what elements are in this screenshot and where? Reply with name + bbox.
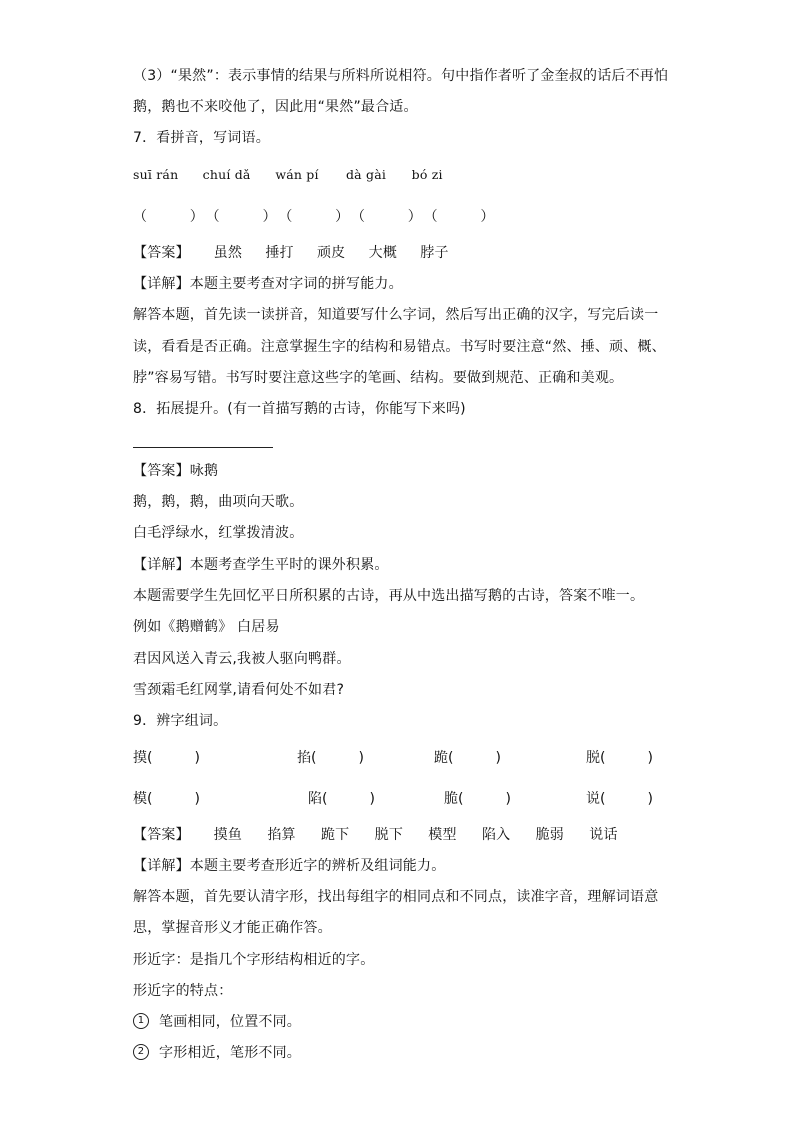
answer-word: 陷入: [481, 827, 511, 843]
paragraph-line: 鹅，鹅也不来咬他了，因此用“果然”最合适。: [133, 99, 418, 115]
question-9-title: 9．辨字组词。: [133, 713, 228, 729]
answer-label: 【答案】: [133, 245, 190, 261]
answer-word: 掐算: [267, 827, 296, 843]
pinyin-item: wán pí: [275, 167, 319, 182]
answer-blank: （ ）: [205, 209, 277, 225]
paragraph-line: （3）“果然”：表示事情的结果与所料所说相符。句中指作者听了金奎叔的话后不再怕: [133, 68, 669, 84]
answer-word: 说话: [589, 827, 618, 843]
answer-word: 捶打: [265, 245, 294, 261]
word-blank: 掐( ): [297, 750, 364, 766]
answer-blank: （ ）: [278, 209, 350, 225]
list-item: [133, 1043, 663, 1063]
circled-number-1: 1: [133, 1013, 149, 1029]
answer-blank: （ ）: [133, 209, 204, 225]
poem-line: 君因风送入青云,我被人驱向鸭群。: [133, 651, 351, 667]
paragraph-line: 读，看看是否正确。注意掌握生字的结构和易错点。书写时要注意“然、捶、顽、概、: [133, 339, 666, 355]
answer-word: 摸鱼: [213, 827, 243, 843]
example-line: 例如《鹅赠鹤》 白居易: [133, 619, 280, 635]
paragraph-line: 解答本题，首先要认清字形，找出每组字的相同点和不同点，读准字音，理解词语意: [133, 889, 659, 905]
answer-word: 虽然: [213, 245, 243, 261]
poem-line: 鹅，鹅，鹅，曲项向天歌。: [133, 494, 304, 510]
word-blank: 脱( ): [586, 750, 653, 766]
question-7-title: 7．看拼音，写词语。: [133, 130, 270, 146]
list-item: [133, 1012, 663, 1032]
pinyin-item: bó zi: [411, 167, 443, 182]
pinyin-item: suī rán: [133, 167, 179, 182]
answer-word: 大概: [368, 245, 398, 261]
answer-row: [133, 243, 663, 263]
word-blank: 模( ): [133, 791, 200, 807]
answer-word: 脆弱: [535, 827, 564, 843]
paragraph-line: 本题需要学生先回忆平日所积累的古诗，再从中选出描写鹅的古诗，答案不唯一。: [133, 588, 645, 604]
question-8-title: 8．拓展提升。(有一首描写鹅的古诗，你能写下来吗): [133, 401, 466, 417]
paragraph-line: 形近字的特点：: [133, 983, 233, 999]
paragraph-line: 脖”容易写错。书写时要注意这些字的笔画、结构。要做到规范、正确和美观。: [133, 370, 624, 386]
answer-blank: （ ）: [423, 209, 495, 225]
answer-word: 顽皮: [316, 245, 346, 261]
blank-row: [133, 207, 663, 227]
poem-line: 雪颈霜毛红网掌,请看何处不如君?: [133, 682, 345, 698]
word-blank: 摸( ): [133, 750, 200, 766]
word-blank: 脆( ): [444, 791, 511, 807]
word-blank: 陷( ): [308, 791, 375, 807]
word-blank: 跪( ): [434, 750, 501, 766]
answer-word: 脖子: [420, 245, 449, 261]
answer-word: 模型: [428, 827, 457, 843]
answer-blank: （ ）: [350, 209, 422, 225]
detail-line: 【详解】本题考查学生平时的课外积累。: [133, 557, 389, 573]
circled-number-2: 2: [133, 1044, 149, 1060]
poem-line: 白毛浮绿水，红掌拨清波。: [133, 525, 304, 541]
word-blank: 说( ): [586, 791, 653, 807]
list-item-text: 字形相近，笔形不同。: [159, 1045, 301, 1061]
pinyin-item: chuí dǎ: [202, 167, 251, 182]
answer-label: 【答案】: [133, 827, 190, 843]
paragraph-line: 思，掌握音形义才能正确作答。: [133, 920, 332, 936]
answer-word: 脱下: [374, 827, 404, 843]
pinyin-item: dà gài: [345, 167, 387, 182]
answer-word: 跪下: [320, 827, 350, 843]
detail-line: 【详解】本题主要考查对字词的拼写能力。: [133, 276, 403, 292]
list-item-text: 笔画相同，位置不同。: [159, 1014, 301, 1030]
pinyin-row: [133, 165, 663, 185]
answer-line: 【答案】咏鹅: [133, 463, 219, 479]
definition-line: 形近字：是指几个字形结构相近的字。: [133, 952, 375, 968]
answer-underline: [133, 447, 273, 448]
paragraph-line: 解答本题，首先读一读拼音，知道要写什么字词，然后写出正确的汉字，写完后读一: [133, 307, 659, 323]
detail-line: 【详解】本题主要考查形近字的辨析及组词能力。: [133, 858, 446, 874]
answer-row: [133, 825, 663, 845]
